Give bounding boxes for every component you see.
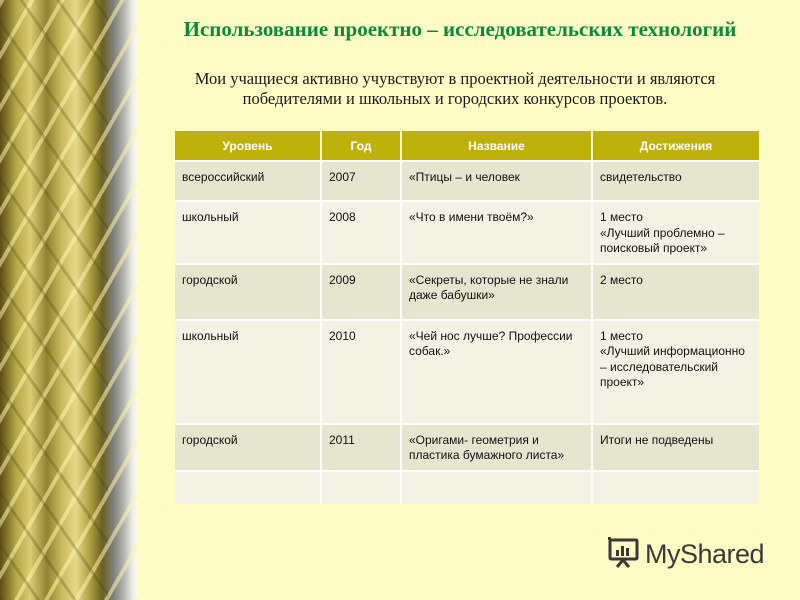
cell-name: «Секреты, которые не знали даже бабушки» <box>401 264 592 320</box>
cell-level: городской <box>175 424 321 471</box>
cell-year: 2011 <box>321 424 401 471</box>
cell-year: 2007 <box>321 161 401 201</box>
table-row <box>175 320 759 424</box>
cell-year <box>321 471 401 504</box>
column-header-year: Год <box>321 131 401 161</box>
column-header-level: Уровень <box>175 131 321 161</box>
cell-achievement: 2 место <box>592 264 759 320</box>
cell-name <box>401 471 592 504</box>
presentation-board-icon <box>607 536 639 573</box>
cell-name: «Оригами- геометрия и пластика бумажного листа» <box>401 424 592 471</box>
cell-level: всероссийский <box>175 161 321 201</box>
table-row <box>175 471 759 504</box>
table-row <box>175 201 759 264</box>
achievements-table <box>175 131 759 504</box>
cell-achievement: 1 место «Лучший информационно – исследовательский проект» <box>592 320 759 424</box>
cell-achievement: Итоги не подведены <box>592 424 759 471</box>
logo-text: MyShared <box>645 538 765 569</box>
table-row <box>175 424 759 471</box>
cell-achievement: свидетельство <box>592 161 759 201</box>
cell-name: «Чей нос лучше? Профессии собак.» <box>401 320 592 424</box>
cell-level: школьный <box>175 201 321 264</box>
cell-name: «Птицы – и человек <box>401 161 592 201</box>
cell-name: «Что в имени твоём?» <box>401 201 592 264</box>
page-title: Использование проектно – исследовательских технологий <box>183 17 737 41</box>
cell-year: 2008 <box>321 201 401 264</box>
cell-level <box>175 471 321 504</box>
column-header-name: Название <box>401 131 592 161</box>
cell-achievement: 1 место «Лучший проблемно – поисковый проект» <box>592 201 759 264</box>
cell-year: 2009 <box>321 264 401 320</box>
cell-achievement <box>592 471 759 504</box>
table-header-row <box>175 131 759 161</box>
myshared-logo[interactable] <box>607 537 764 571</box>
decorative-side-band <box>0 0 138 600</box>
cell-level: городской <box>175 264 321 320</box>
page-subtitle: Мои учащиеся активно учувствуют в проектной деятельности и являются победителями и школьных и городских конкурсов проектов. <box>194 69 716 108</box>
table-row <box>175 264 759 320</box>
table-row <box>175 161 759 201</box>
cell-level: школьный <box>175 320 321 424</box>
column-header-achievements: Достижения <box>592 131 759 161</box>
cell-year: 2010 <box>321 320 401 424</box>
